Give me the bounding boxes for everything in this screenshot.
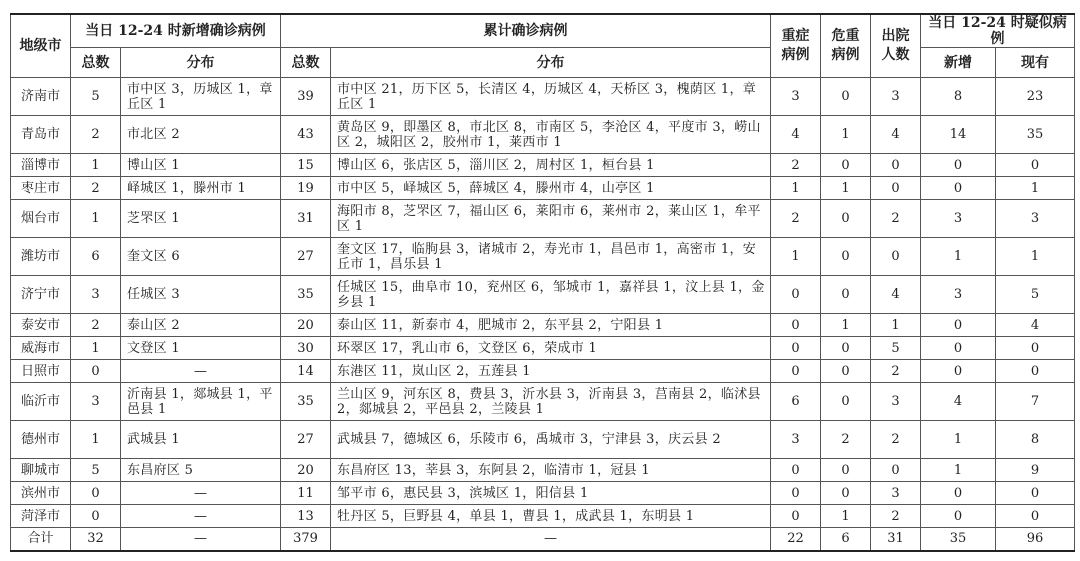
suspected-current-cell: 35: [996, 116, 1075, 154]
city-cell: 临沂市: [11, 383, 71, 421]
suspected-new-cell: 1: [921, 238, 996, 276]
suspected-current-cell: 23: [996, 78, 1075, 116]
cumulative-distribution-cell: 奎文区 17，临朐县 3，诸城市 2，寿光市 1，昌邑市 1，高密市 1，安丘市 1，昌乐县 1: [331, 238, 771, 276]
critical-cell: 0: [821, 482, 871, 505]
city-cell: 威海市: [11, 337, 71, 360]
critical-cell: 0: [821, 78, 871, 116]
cumulative-total-cell: 13: [281, 505, 331, 528]
new-total-cell: 1: [71, 337, 121, 360]
case-table-wrapper: [10, 13, 1074, 552]
critical-cell: 2: [821, 421, 871, 459]
suspected-current-cell: 1: [996, 238, 1075, 276]
cumulative-distribution-cell: 邹平市 6，惠民县 3，滨城区 1，阳信县 1: [331, 482, 771, 505]
discharged-cell: 3: [871, 482, 921, 505]
total-row: [11, 528, 1075, 551]
severe-cell: 4: [771, 116, 821, 154]
city-cell: 济南市: [11, 78, 71, 116]
new-total-cell: 5: [71, 459, 121, 482]
severe-cell: 0: [771, 276, 821, 314]
city-cell: 泰安市: [11, 314, 71, 337]
new-distribution-cell: 东昌府区 5: [121, 459, 281, 482]
header-new-total: 总数: [71, 48, 121, 78]
table-row: [11, 177, 1075, 200]
cumulative-distribution-cell: —: [331, 528, 771, 551]
new-distribution-cell: 市中区 3，历城区 1，章丘区 1: [121, 78, 281, 116]
suspected-current-cell: 3: [996, 200, 1075, 238]
table-row: [11, 482, 1075, 505]
severe-cell: 6: [771, 383, 821, 421]
cumulative-total-cell: 39: [281, 78, 331, 116]
discharged-cell: 2: [871, 200, 921, 238]
new-distribution-cell: 博山区 1: [121, 154, 281, 177]
new-distribution-cell: 武城县 1: [121, 421, 281, 459]
new-distribution-cell: 市北区 2: [121, 116, 281, 154]
city-cell: 滨州市: [11, 482, 71, 505]
header-cumulative-group: 累计确诊病例: [281, 14, 771, 48]
cumulative-total-cell: 30: [281, 337, 331, 360]
header-severe: 重症病例: [771, 14, 821, 78]
severe-cell: 0: [771, 482, 821, 505]
discharged-cell: 5: [871, 337, 921, 360]
severe-cell: 0: [771, 314, 821, 337]
new-total-cell: 0: [71, 505, 121, 528]
cumulative-distribution-cell: 兰山区 9，河东区 8，费县 3，沂水县 3，沂南县 3，莒南县 2，临沭县 2，郯城县 2，平邑县 2，兰陵县 1: [331, 383, 771, 421]
new-total-cell: 1: [71, 200, 121, 238]
suspected-current-cell: 5: [996, 276, 1075, 314]
cumulative-distribution-cell: 武城县 7，德城区 6，乐陵市 6，禹城市 3，宁津县 3，庆云县 2: [331, 421, 771, 459]
suspected-new-cell: 1: [921, 459, 996, 482]
new-total-cell: 32: [71, 528, 121, 551]
cumulative-total-cell: 11: [281, 482, 331, 505]
new-total-cell: 2: [71, 177, 121, 200]
header-discharged: 出院人数: [871, 14, 921, 78]
new-distribution-cell: —: [121, 482, 281, 505]
new-total-cell: 3: [71, 383, 121, 421]
suspected-current-cell: 1: [996, 177, 1075, 200]
cumulative-total-cell: 27: [281, 238, 331, 276]
city-cell: 德州市: [11, 421, 71, 459]
table-row: [11, 276, 1075, 314]
new-total-cell: 3: [71, 276, 121, 314]
cumulative-distribution-cell: 牡丹区 5，巨野县 4，单县 1，曹县 1，成武县 1，东明县 1: [331, 505, 771, 528]
table-row: [11, 505, 1075, 528]
discharged-cell: 1: [871, 314, 921, 337]
suspected-new-cell: 0: [921, 337, 996, 360]
cumulative-distribution-cell: 东昌府区 13，莘县 3，东阿县 2，临清市 1，冠县 1: [331, 459, 771, 482]
critical-cell: 0: [821, 337, 871, 360]
table-row: [11, 154, 1075, 177]
suspected-current-cell: 0: [996, 360, 1075, 383]
header-suspected-group: 当日 12-24 时疑似病例: [921, 14, 1075, 48]
severe-cell: 0: [771, 505, 821, 528]
new-total-cell: 5: [71, 78, 121, 116]
cumulative-total-cell: 19: [281, 177, 331, 200]
critical-cell: 1: [821, 177, 871, 200]
critical-cell: 0: [821, 276, 871, 314]
new-distribution-cell: —: [121, 528, 281, 551]
new-distribution-cell: 芝罘区 1: [121, 200, 281, 238]
table-row: [11, 238, 1075, 276]
critical-cell: 0: [821, 154, 871, 177]
discharged-cell: 0: [871, 459, 921, 482]
suspected-current-cell: 9: [996, 459, 1075, 482]
new-total-cell: 6: [71, 238, 121, 276]
table-row: [11, 459, 1075, 482]
new-total-cell: 1: [71, 154, 121, 177]
cumulative-distribution-cell: 博山区 6，张店区 5，淄川区 2，周村区 1，桓台县 1: [331, 154, 771, 177]
severe-cell: 0: [771, 459, 821, 482]
suspected-current-cell: 0: [996, 337, 1075, 360]
suspected-new-cell: 0: [921, 177, 996, 200]
suspected-new-cell: 1: [921, 421, 996, 459]
discharged-cell: 31: [871, 528, 921, 551]
cumulative-distribution-cell: 市中区 5，峄城区 5，薛城区 4，滕州市 4，山亭区 1: [331, 177, 771, 200]
discharged-cell: 3: [871, 78, 921, 116]
severe-cell: 3: [771, 421, 821, 459]
table-body: [11, 78, 1075, 551]
discharged-cell: 0: [871, 177, 921, 200]
critical-cell: 0: [821, 459, 871, 482]
critical-cell: 1: [821, 314, 871, 337]
suspected-new-cell: 0: [921, 505, 996, 528]
severe-cell: 2: [771, 200, 821, 238]
cumulative-total-cell: 20: [281, 314, 331, 337]
city-cell: 淄博市: [11, 154, 71, 177]
suspected-new-cell: 0: [921, 482, 996, 505]
discharged-cell: 3: [871, 383, 921, 421]
suspected-new-cell: 3: [921, 276, 996, 314]
new-distribution-cell: 泰山区 2: [121, 314, 281, 337]
critical-cell: 0: [821, 200, 871, 238]
city-cell: 济宁市: [11, 276, 71, 314]
header-suspected-current: 现有: [996, 48, 1075, 78]
suspected-new-cell: 3: [921, 200, 996, 238]
critical-cell: 6: [821, 528, 871, 551]
discharged-cell: 0: [871, 154, 921, 177]
new-total-cell: 0: [71, 482, 121, 505]
suspected-new-cell: 0: [921, 360, 996, 383]
table-row: [11, 116, 1075, 154]
header-city: 地级市: [11, 14, 71, 78]
critical-cell: 0: [821, 383, 871, 421]
severe-cell: 0: [771, 337, 821, 360]
cumulative-total-cell: 379: [281, 528, 331, 551]
table-row: [11, 360, 1075, 383]
discharged-cell: 4: [871, 116, 921, 154]
new-distribution-cell: 沂南县 1，郯城县 1，平邑县 1: [121, 383, 281, 421]
header-suspected-new: 新增: [921, 48, 996, 78]
city-cell: 青岛市: [11, 116, 71, 154]
header-cumulative-total: 总数: [281, 48, 331, 78]
table-row: [11, 421, 1075, 459]
city-cell: 潍坊市: [11, 238, 71, 276]
case-statistics-table: [10, 13, 1075, 552]
suspected-current-cell: 0: [996, 482, 1075, 505]
suspected-new-cell: 8: [921, 78, 996, 116]
cumulative-total-cell: 35: [281, 276, 331, 314]
cumulative-total-cell: 31: [281, 200, 331, 238]
cumulative-distribution-cell: 环翠区 17，乳山市 6，文登区 6，荣成市 1: [331, 337, 771, 360]
new-distribution-cell: 峄城区 1，滕州市 1: [121, 177, 281, 200]
suspected-new-cell: 35: [921, 528, 996, 551]
new-total-cell: 0: [71, 360, 121, 383]
table-row: [11, 337, 1075, 360]
discharged-cell: 4: [871, 276, 921, 314]
header-new-distribution: 分布: [121, 48, 281, 78]
suspected-new-cell: 0: [921, 154, 996, 177]
critical-cell: 1: [821, 116, 871, 154]
cumulative-distribution-cell: 任城区 15，曲阜市 10，兖州区 6，邹城市 1，嘉祥县 1，汶上县 1，金乡县 1: [331, 276, 771, 314]
cumulative-total-cell: 27: [281, 421, 331, 459]
table-row: [11, 200, 1075, 238]
discharged-cell: 2: [871, 421, 921, 459]
suspected-current-cell: 7: [996, 383, 1075, 421]
table-row: [11, 78, 1075, 116]
cumulative-total-cell: 14: [281, 360, 331, 383]
cumulative-total-cell: 43: [281, 116, 331, 154]
new-distribution-cell: 奎文区 6: [121, 238, 281, 276]
new-distribution-cell: —: [121, 360, 281, 383]
severe-cell: 1: [771, 177, 821, 200]
critical-cell: 0: [821, 360, 871, 383]
new-distribution-cell: 文登区 1: [121, 337, 281, 360]
severe-cell: 0: [771, 360, 821, 383]
header-new-group: 当日 12-24 时新增确诊病例: [71, 14, 281, 48]
discharged-cell: 2: [871, 505, 921, 528]
severe-cell: 3: [771, 78, 821, 116]
critical-cell: 1: [821, 505, 871, 528]
new-total-cell: 1: [71, 421, 121, 459]
header-critical: 危重病例: [821, 14, 871, 78]
suspected-current-cell: 0: [996, 505, 1075, 528]
suspected-current-cell: 4: [996, 314, 1075, 337]
city-cell: 日照市: [11, 360, 71, 383]
new-total-cell: 2: [71, 314, 121, 337]
suspected-new-cell: 14: [921, 116, 996, 154]
city-cell: 烟台市: [11, 200, 71, 238]
suspected-current-cell: 96: [996, 528, 1075, 551]
cumulative-distribution-cell: 市中区 21，历下区 5，长清区 4，历城区 4，天桥区 3，槐荫区 1，章丘区 1: [331, 78, 771, 116]
suspected-current-cell: 8: [996, 421, 1075, 459]
suspected-current-cell: 0: [996, 154, 1075, 177]
severe-cell: 2: [771, 154, 821, 177]
table-header: [11, 14, 1075, 78]
discharged-cell: 2: [871, 360, 921, 383]
table-row: [11, 314, 1075, 337]
city-cell: 聊城市: [11, 459, 71, 482]
cumulative-total-cell: 35: [281, 383, 331, 421]
city-cell: 菏泽市: [11, 505, 71, 528]
new-distribution-cell: —: [121, 505, 281, 528]
city-cell: 合计: [11, 528, 71, 551]
new-distribution-cell: 任城区 3: [121, 276, 281, 314]
cumulative-distribution-cell: 黄岛区 9，即墨区 8，市北区 8，市南区 5，李沧区 4，平度市 3，崂山区 2，城阳区 2，胶州市 1，莱西市 1: [331, 116, 771, 154]
table-row: [11, 383, 1075, 421]
severe-cell: 1: [771, 238, 821, 276]
critical-cell: 0: [821, 238, 871, 276]
cumulative-total-cell: 15: [281, 154, 331, 177]
severe-cell: 22: [771, 528, 821, 551]
city-cell: 枣庄市: [11, 177, 71, 200]
discharged-cell: 0: [871, 238, 921, 276]
cumulative-distribution-cell: 海阳市 8，芝罘区 7，福山区 6，莱阳市 6，莱州市 2，莱山区 1，牟平区 1: [331, 200, 771, 238]
new-total-cell: 2: [71, 116, 121, 154]
cumulative-distribution-cell: 东港区 11，岚山区 2，五莲县 1: [331, 360, 771, 383]
cumulative-distribution-cell: 泰山区 11，新泰市 4，肥城市 2，东平县 2，宁阳县 1: [331, 314, 771, 337]
cumulative-total-cell: 20: [281, 459, 331, 482]
suspected-new-cell: 0: [921, 314, 996, 337]
header-cumulative-distribution: 分布: [331, 48, 771, 78]
suspected-new-cell: 4: [921, 383, 996, 421]
